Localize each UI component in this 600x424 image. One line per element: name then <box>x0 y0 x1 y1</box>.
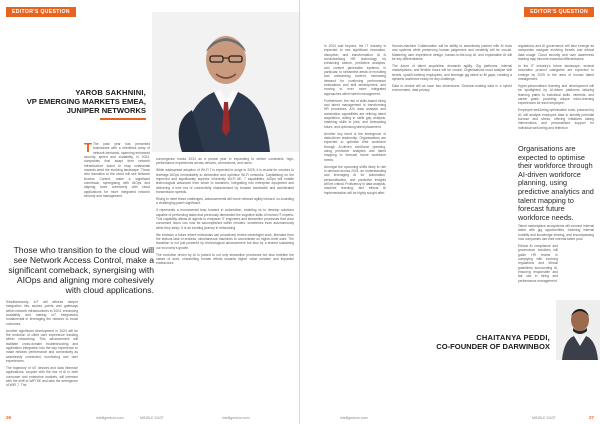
portrait-photo <box>152 12 300 152</box>
paragraph: It represents a monumental leap forward in automation, enabling us to develop solutions capable of performing tasks that previously demanded the cognitive skills of human IT experts. This capability allows AI agents to empower IT engineers and streamline processes that once consumed hours can now be accomplished within minutes, sometimes even autonomously while they sleep. It is an exciting journey in networking. <box>156 208 294 230</box>
paragraph: Talent marketplace ecosystems will connect internal talent with gig opportunities, fostering internal mobility and knowledge sharing, and encompassing how companies use their internal talent pool. <box>518 224 594 242</box>
pull-quote: Those who transition to the cloud will see Network Access Control, make a significant comeback, synergising with AIOps and aligning more cohesively with cloud applications. <box>8 245 154 295</box>
right-text-col-b <box>392 44 512 95</box>
paragraph: Simultaneously, IoT will witness deeper integration into access points and gateways within network infrastructures in 2024, enhancing scalability and making IoT integrations fundamental in leveraging the network to boost outcomes. <box>6 300 78 326</box>
bio-rule <box>100 118 146 120</box>
page-number: 26 <box>6 415 12 420</box>
left-text-col-b <box>156 157 294 268</box>
author-role-line2: JUNIPER NETWORKS <box>66 106 146 115</box>
right-text-col-a <box>324 44 386 198</box>
paragraph: Another key trend is the emergence of data-driven leadership. Organisations are expected to optimise their workforce through AI-driven workforce planning, using predictive analytics and talent mapping to forecast future workforce needs. <box>324 131 386 162</box>
portrait-photo <box>556 300 600 360</box>
paragraph: While widespread adoption of Wi-Fi 7 is expected to surge in 2025, it is crucial for vendors to leverage AIOps immediately to streamline and optimise Wi-Fi networks. Capitalising on the improved and significantly superior inherently Wi-Fi 6E, 7 capabilities, AIOps will enable technological advances from which to transform, integrating into enterprise equipment and delivering a new era of connectivity characterised by broader bandwidth and accelerated transmission speeds. <box>156 168 294 194</box>
section-tag: EDITOR'S QUESTION <box>6 7 76 17</box>
paragraph: regulations and AI governance will also emerge as companies navigate evolving threats and ethical data usage. Cloud security and user awareness training may become essential differentiators. <box>518 44 594 62</box>
author-bio <box>420 333 550 351</box>
paragraph: Employee well-being optimisation tools, powered by AI, will analyse employee data to identify potential burnout and stress, offering initiatives taking interventions and personalised support for individual well-being and retention. <box>518 108 594 130</box>
author-role-line1: VP EMERGING MARKETS EMEA, <box>26 97 146 106</box>
paragraph: Amongst the upcoming shifts likely to rise in demand across 2024, an understanding and leveraging AI for automation, personalisation, and predictive insights will be critical. Proficiency in data analysis, machine learning, and ethical AI implementation will be highly sought after. <box>324 164 386 195</box>
paragraph: convergence marks 2024 as a pivotal year in expanding to deliver consistent, high-performance experiences across devices, connections, and users. <box>156 157 294 166</box>
author-role: CO-FOUNDER OF DARWINBOX <box>436 342 550 351</box>
footer-site: intelligentcio.com <box>96 416 124 420</box>
paragraph: Hyper-personalised learning and development will be spotlighted by AI-driven platforms tailoring learning paths to individual skills, interests, and career goals, providing unique micro-learning experiences for each employee. <box>518 83 594 106</box>
paragraph: Rising to meet these challenges, advancements will move network agility forward, on-boarding a challenging patch significant. <box>156 196 294 206</box>
paragraph: The future of talent acquisition demands agility. Gig platforms, internal marketplaces, and flexible hours will be crucial. Organisations must analyse skill trends, upskill existing employees, and leverage gig talent to fill gaps, creating a dynamic workforce ready for any challenge. <box>392 63 512 81</box>
pull-quote: Organisations are expected to optimise their workforce through AI-driven workforce planning, using predictive analytics and talent mapping to forecast future workforce needs. <box>518 144 594 222</box>
paragraph: Human-machine Collaboration will be ability to seamlessly partner with AI tools and systems while preserving human judgement and creativity will be crucial. Mastering user experience design, human-in-the-loop AI, and explainable AI will be key differentiators. <box>392 44 512 62</box>
author-name: CHAITANYA PEDDI, <box>476 333 550 342</box>
paragraph: Furthermore, the rise of skills-based hiring and talent management is transforming HR processes. AI's data analysis and automation capabilities are refining talent acquisition, aiding in skills gap analysis, matching skills to jobs, and forecasting future, and optimising talent placement. <box>324 98 386 129</box>
page-number: 27 <box>588 415 594 420</box>
author-name: YAROB SAKHNINI, <box>75 88 146 97</box>
dropcap: T <box>84 140 92 155</box>
paragraph: We envision a future where individuals can proactively review meaningful work, liberated from the tedious task of endless, simultaneous machines to concentrate on higher-level work. The transition is not just powered by technological advancement but also by a shared sustaining our economy's growth. <box>156 232 294 250</box>
right-text-col-c <box>518 44 594 133</box>
section-tag: EDITOR'S QUESTION <box>524 7 594 17</box>
left-text-col-intro <box>84 142 150 201</box>
paragraph-intro: T The past year has presented businesses with a relentless array of network demands, spanning enhanced security, speed and scalability. In 2024, companies that adapt their network infrastructure stand to reap substantial rewards amid the evolving landscape. Those who transition to the cloud will see Network Access Control, make a significant comeback, synergising with AIOps and aligning more cohesively with cloud applications for more integrated network security and management. <box>84 140 150 199</box>
footer-site: intelligentcio.com <box>340 416 368 420</box>
right-text-col-d <box>518 224 594 286</box>
paragraph: In 2024 and beyond, the IT industry is expected to see significant innovation, disruption, and transformation. AI is revolutionising HR technology by enhancing search, predictive analytics, and content generation systems, in particular, to streamline areas of recruiting and onboarding content, increasing demand for continuing performance evaluations and skill development, and moving to ever more integrated approaches within talent management. <box>324 44 386 96</box>
footer-region: MIDDLE EAST <box>532 416 556 420</box>
paragraph: The trajectory of IoT devices and data intensive applications, coupled with the rise of AI in both consumer and enterprise markets, will intersect with the shift to WiFi 6E and take the emergence of WiFi 7. The <box>6 366 78 388</box>
paragraph: Data is central will as soon two dimensions. Decision-making data in a hybrid environment, data privacy <box>392 83 512 93</box>
paragraph: In the IT industry's future landscape, several innovative product categories are expected to emerge by 2025 in the area of human talent management. <box>518 63 594 81</box>
paragraph: The evolution driven by AI is poised to not only streamline processes but also redefine the nature of work, channelling human efforts towards higher value creation and impactful endeavours. <box>156 252 294 266</box>
right-page <box>300 0 600 424</box>
paragraph: Another significant development in 2024 will be the evolution of client user experience tracking within networking. This advancement will facilitate cross-domain troubleshooting and application integration into the day experience to make network performance and connectivity as seamlessly connected, monitoring and user experiences. <box>6 328 78 364</box>
footer-region: MIDDLE EAST <box>140 416 164 420</box>
paragraph: Ethical AI compliance and governance solutions will guide HR teams in complying with evolving regulations and ethical guidelines surrounding AI, ensuring responsible and fair use in hiring and performance management. <box>518 243 558 283</box>
left-text-col-a <box>6 300 78 390</box>
footer-site-2: intelligentcio.com <box>222 416 250 420</box>
author-bio <box>6 88 146 115</box>
